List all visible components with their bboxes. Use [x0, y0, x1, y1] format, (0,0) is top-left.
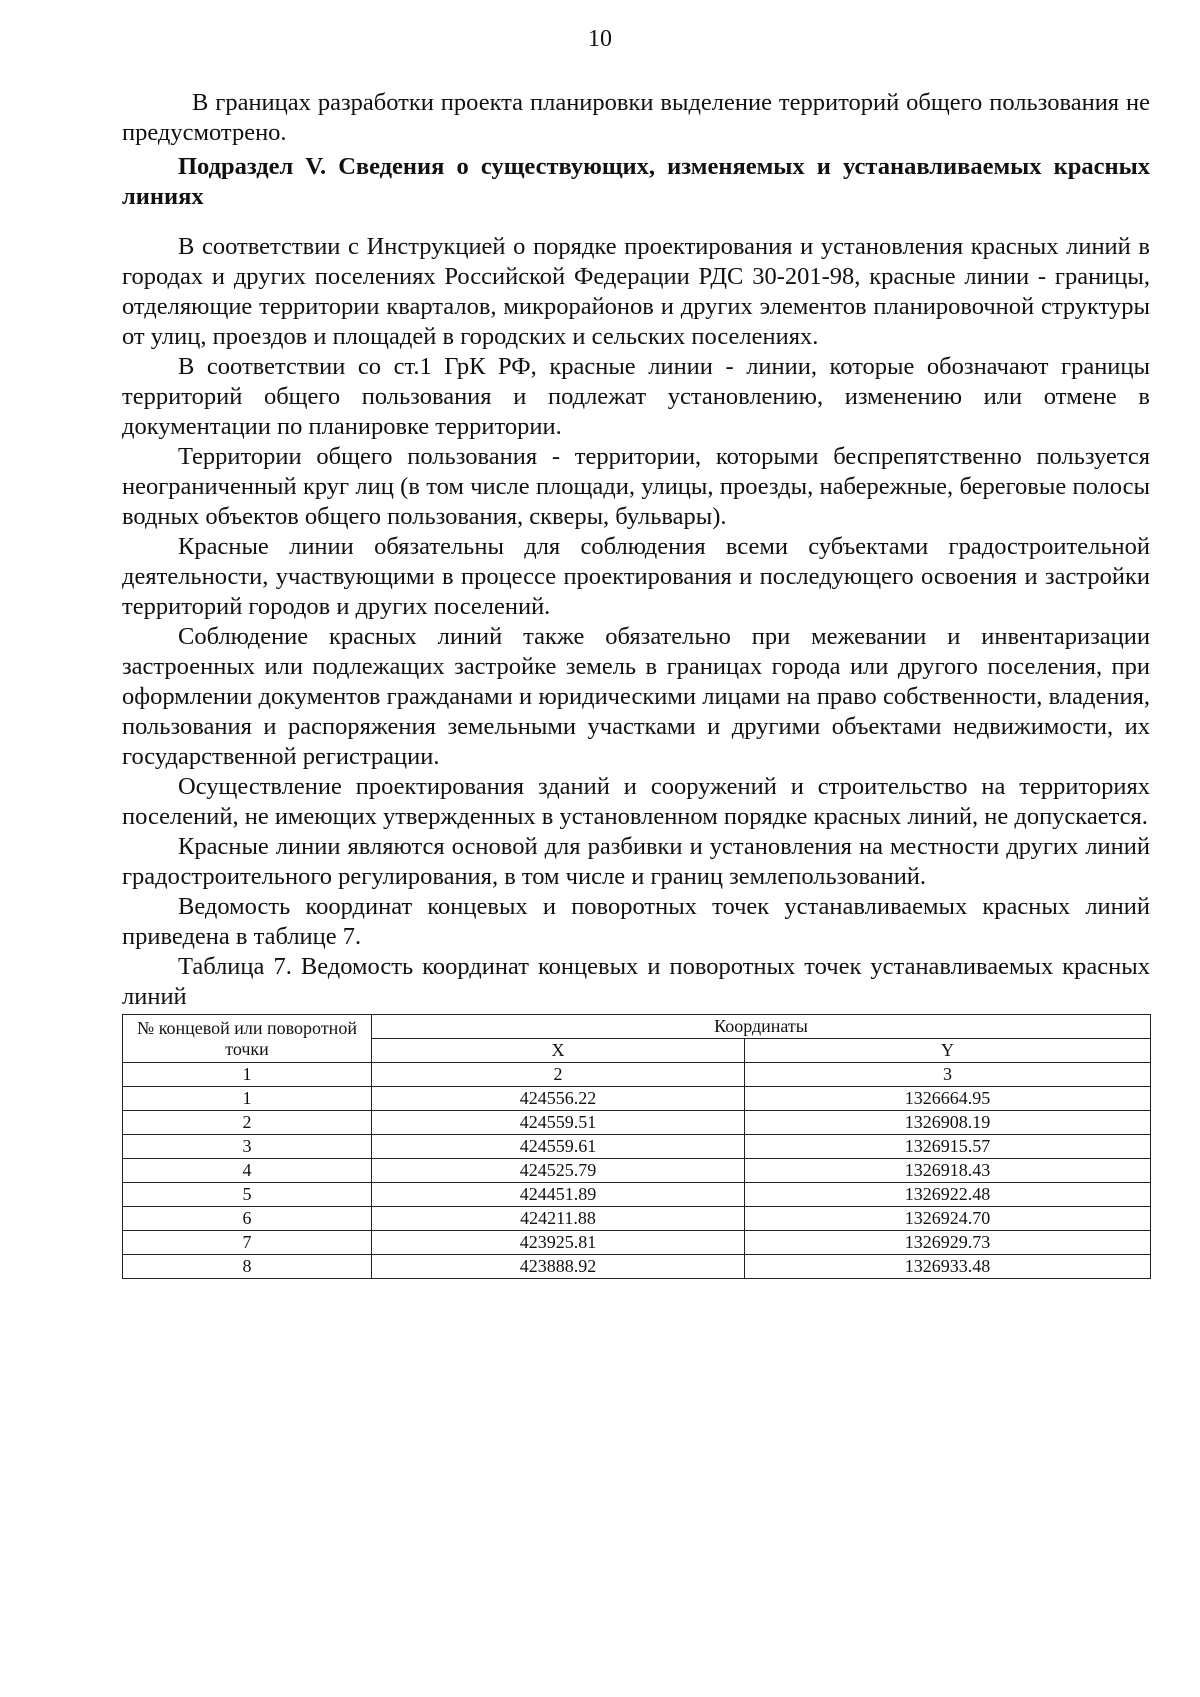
header-point-number: № концевой или поворотной точки [123, 1015, 372, 1063]
document-body [122, 88, 1150, 1279]
header-x: X [372, 1039, 745, 1063]
header-coordinates: Координаты [372, 1015, 1151, 1039]
table-row [123, 1255, 1151, 1279]
page-number: 10 [588, 26, 612, 52]
x-value: 424451.89 [372, 1183, 745, 1207]
paragraph: Ведомость координат концевых и поворотных точек устанавливаемых красных линий приведена в таблице 7. [122, 893, 1150, 950]
table-row [123, 1183, 1151, 1207]
column-number: 3 [745, 1063, 1151, 1087]
paragraph: Красные линии являются основой для разбивки и установления на местности других линий градостроительного регулирования, в том числе и границ землепользований. [122, 833, 1150, 890]
point-number: 7 [123, 1231, 372, 1255]
table-row [123, 1159, 1151, 1183]
paragraph: Красные линии обязательны для соблюдения всеми субъектами градостроительной деятельности, участвующими в процессе проектирования и последующего освоения и застройки территорий городов и других поселений. [122, 533, 1150, 620]
y-value: 1326664.95 [745, 1087, 1151, 1111]
table-row [123, 1231, 1151, 1255]
section-heading: Подраздел V. Сведения о существующих, изменяемых и устанавливаемых красных линиях [122, 153, 1150, 210]
y-value: 1326924.70 [745, 1207, 1151, 1231]
point-number: 4 [123, 1159, 372, 1183]
point-number: 8 [123, 1255, 372, 1279]
point-number: 2 [123, 1111, 372, 1135]
x-value: 424559.61 [372, 1135, 745, 1159]
table-row [123, 1207, 1151, 1231]
header-y: Y [745, 1039, 1151, 1063]
table-row [123, 1111, 1151, 1135]
column-number: 2 [372, 1063, 745, 1087]
table-header-row [123, 1015, 1151, 1039]
x-value: 424559.51 [372, 1111, 745, 1135]
y-value: 1326915.57 [745, 1135, 1151, 1159]
y-value: 1326918.43 [745, 1159, 1151, 1183]
point-number: 6 [123, 1207, 372, 1231]
table-caption: Таблица 7. Ведомость координат концевых и поворотных точек устанавливаемых красных линий [122, 953, 1150, 1010]
table-row [123, 1087, 1151, 1111]
x-value: 423925.81 [372, 1231, 745, 1255]
table-row [123, 1135, 1151, 1159]
y-value: 1326933.48 [745, 1255, 1151, 1279]
intro-paragraph: В границах разработки проекта планировки выделение территорий общего пользования не предусмотрено. [122, 89, 1150, 146]
paragraph: В соответствии с Инструкцией о порядке проектирования и установления красных линий в городах и других поселениях Российской Федерации РДС 30-201-98, красные линии - границы, отделяющие территории кварталов, микрорайонов и других элементов планировочной структуры от улиц, проездов и площадей в городских и сельских поселениях. [122, 233, 1150, 350]
x-value: 424525.79 [372, 1159, 745, 1183]
x-value: 424556.22 [372, 1087, 745, 1111]
x-value: 424211.88 [372, 1207, 745, 1231]
y-value: 1326929.73 [745, 1231, 1151, 1255]
point-number: 3 [123, 1135, 372, 1159]
paragraph: Осуществление проектирования зданий и сооружений и строительство на территориях поселений, не имеющих утвержденных в установленном порядке красных линий, не допускается. [122, 773, 1150, 830]
point-number: 5 [123, 1183, 372, 1207]
y-value: 1326922.48 [745, 1183, 1151, 1207]
point-number: 1 [123, 1087, 372, 1111]
y-value: 1326908.19 [745, 1111, 1151, 1135]
paragraph: В соответствии со ст.1 ГрК РФ, красные линии - линии, которые обозначают границы территорий общего пользования и подлежат установлению, изменению или отмене в документации по планировке территории. [122, 353, 1150, 440]
paragraph: Территории общего пользования - территории, которыми беспрепятственно пользуется неограниченный круг лиц (в том числе площади, улицы, проезды, набережные, береговые полосы водных объектов общего пользования, скверы, бульвары). [122, 443, 1150, 530]
paragraph: Соблюдение красных линий также обязательно при межевании и инвентаризации застроенных или подлежащих застройке земель в границах города или другого поселения, при оформлении документов гражданами и юридическими лицами на право собственности, владения, пользования и распоряжения земельными участками и другими объектами недвижимости, их государственной регистрации. [122, 623, 1150, 770]
column-number-row [123, 1063, 1151, 1087]
column-number: 1 [123, 1063, 372, 1087]
coordinates-table [122, 1014, 1151, 1279]
x-value: 423888.92 [372, 1255, 745, 1279]
